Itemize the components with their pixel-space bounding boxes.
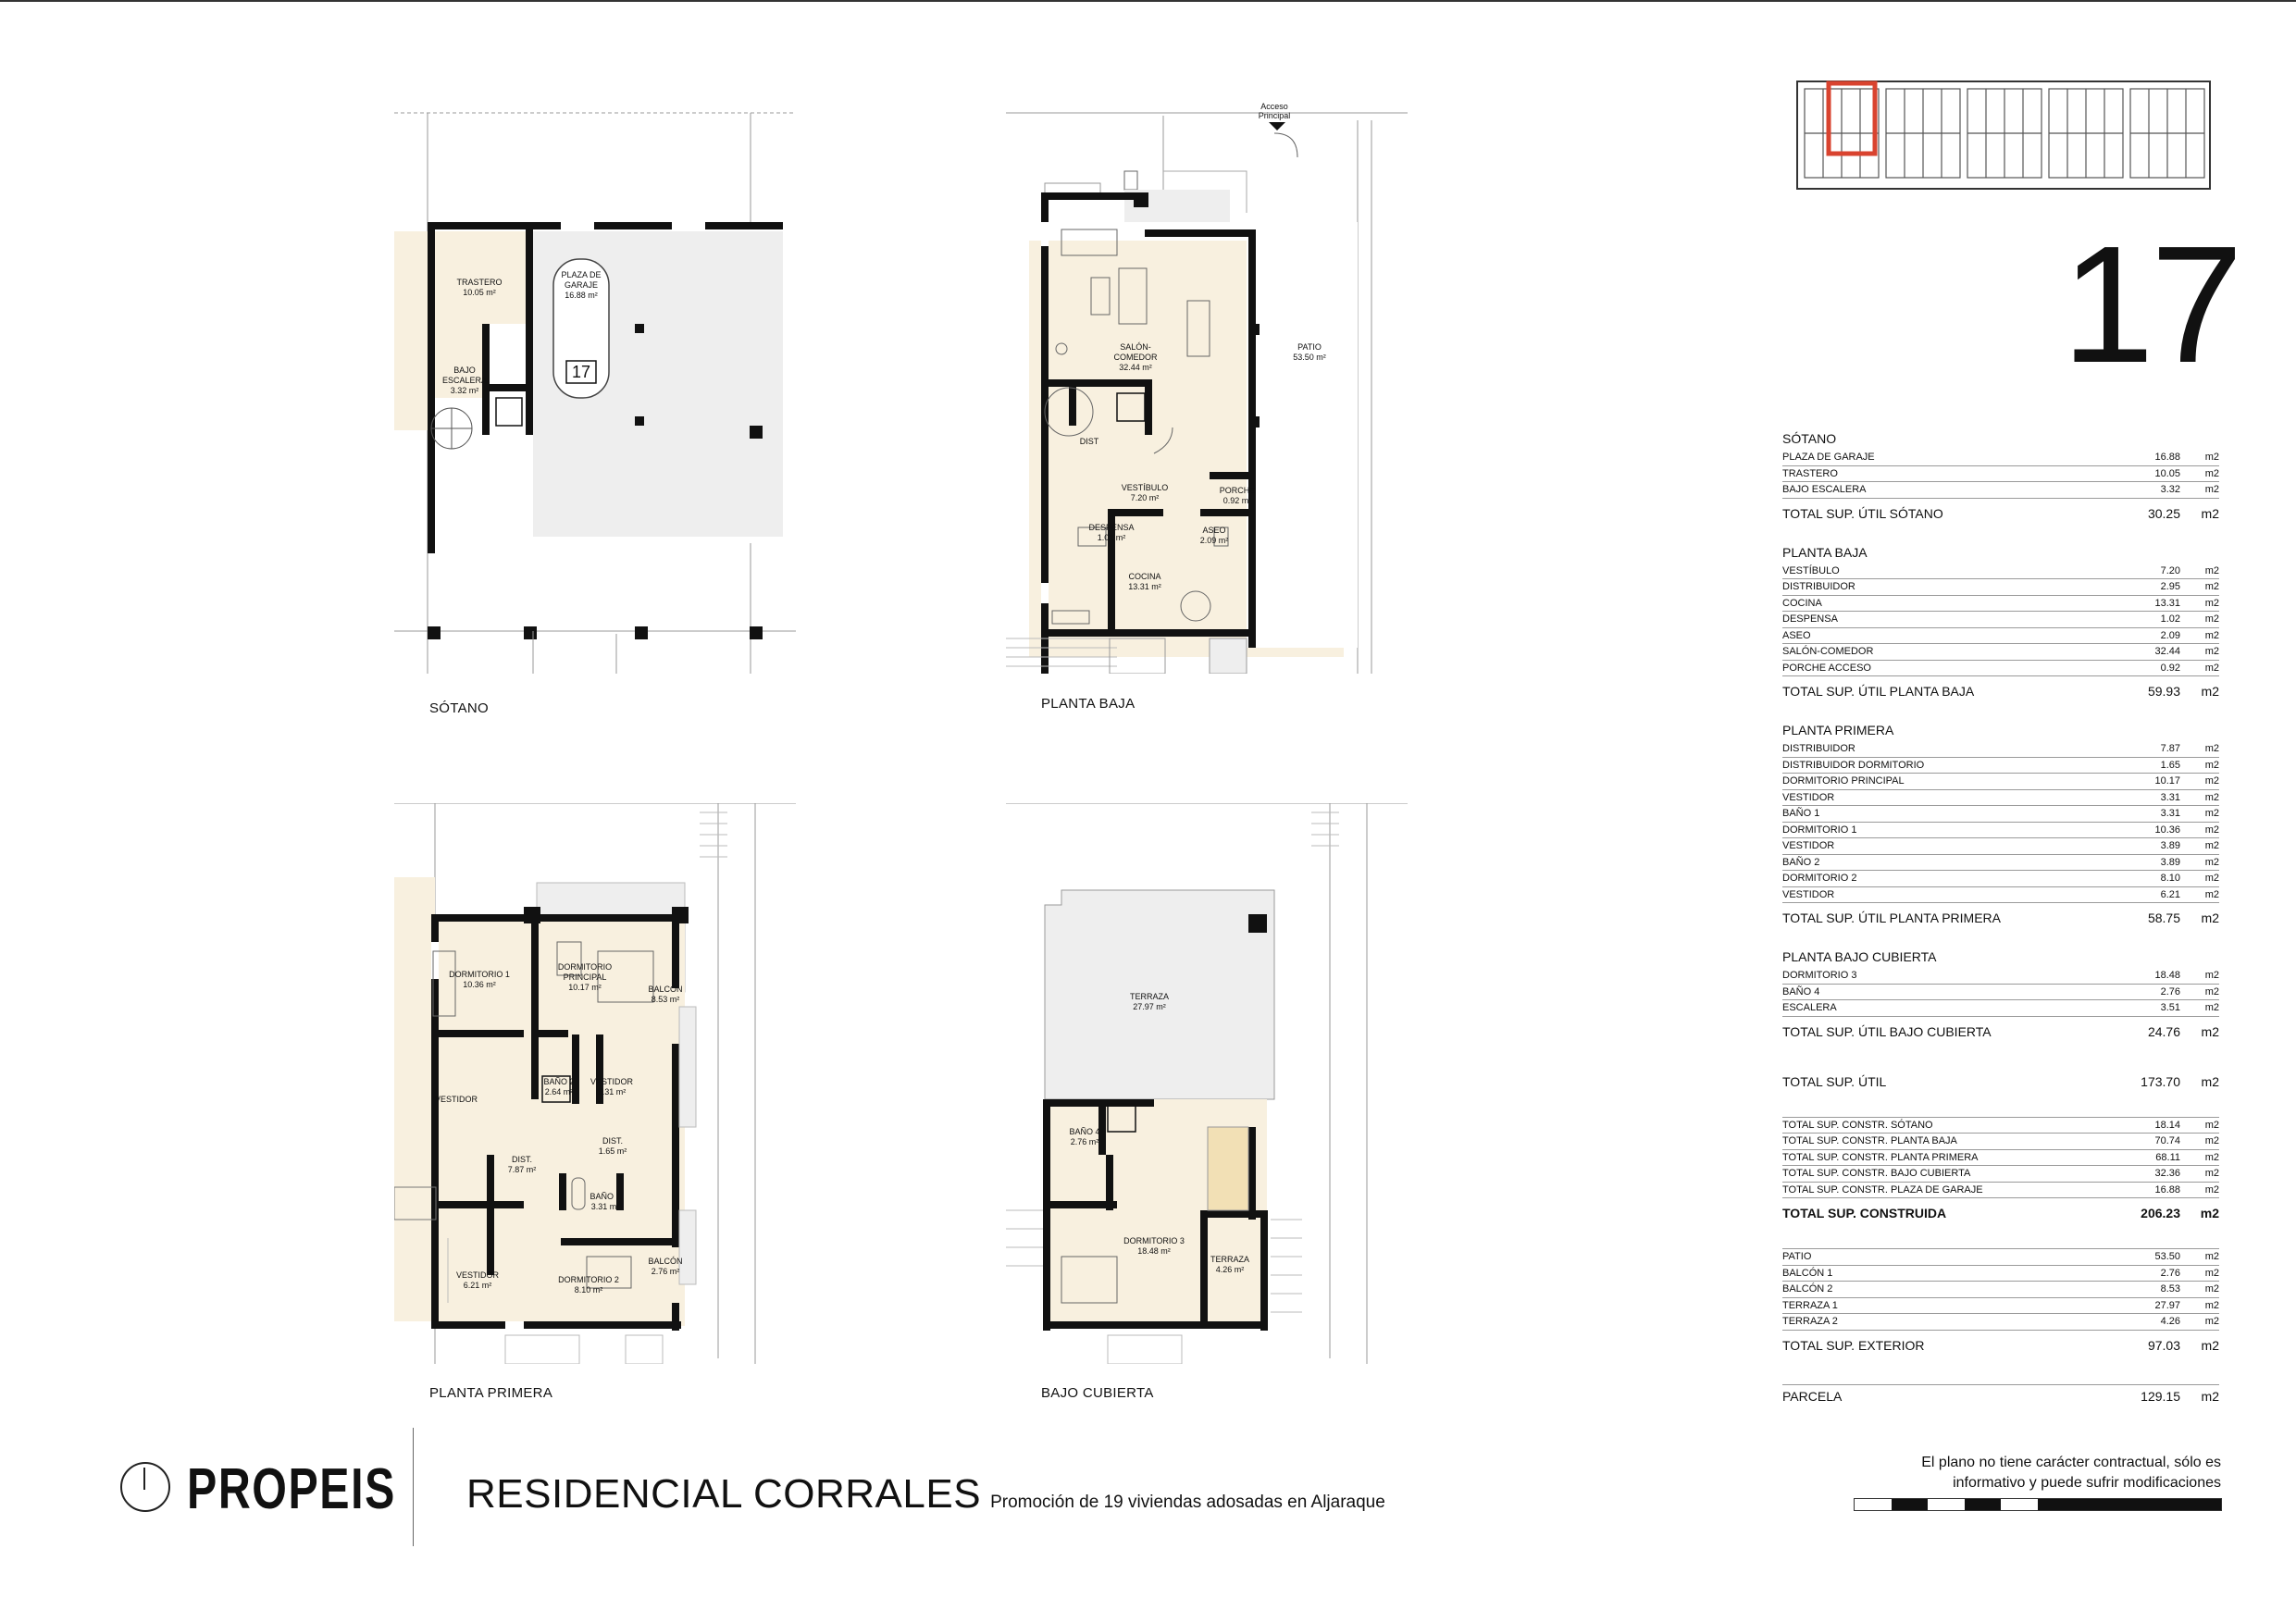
- schedule-cell-unit: m2: [2204, 1283, 2219, 1295]
- schedule-row: [1782, 806, 2219, 823]
- logo-wordmark: PROPEIS: [187, 1457, 396, 1521]
- room-plaza-garaje: PLAZA DE GARAJE 16.88 m²: [561, 270, 602, 300]
- acceso-principal-label: Acceso Principal: [1258, 102, 1291, 120]
- schedule-cell-unit: m2: [2204, 597, 2219, 609]
- schedule-cell-value: 10.17: [2154, 775, 2180, 787]
- schedule-row: [1782, 790, 2219, 807]
- room-bajo-escalera: BAJO ESCALERA 3.32 m²: [441, 365, 488, 395]
- schedule-cell-unit: m2: [2204, 613, 2219, 625]
- schedule-cell-unit: m2: [2204, 1299, 2219, 1311]
- top-border-line: [0, 0, 2296, 2]
- plan-planta-baja: [1006, 102, 1408, 674]
- schedule-cell-unit: m2: [2204, 856, 2219, 868]
- schedule-cell-unit: m2: [2204, 775, 2219, 787]
- room-dormitorio-2: DORMITORIO 2 8.10 m²: [558, 1275, 619, 1295]
- plan-label-planta-primera: PLANTA PRIMERA: [429, 1385, 553, 1401]
- schedule-cell-name: DORMITORIO 1: [1782, 824, 1857, 836]
- schedule-row: [1782, 612, 2219, 628]
- schedule-cell-name: BALCÓN 1: [1782, 1267, 1833, 1279]
- schedule-row: [1782, 1166, 2219, 1183]
- room-aseo: ASEO 2.09 m²: [1199, 526, 1229, 545]
- schedule-cell-value: 8.10: [2160, 873, 2180, 884]
- rows-sotano: [1782, 450, 2219, 499]
- schedule-row: [1782, 1249, 2219, 1266]
- project-name: RESIDENCIAL CORRALES: [466, 1471, 982, 1517]
- footer-divider: [413, 1428, 414, 1546]
- schedule-cell-unit: m2: [2204, 743, 2219, 754]
- schedule-cell-name: VESTIDOR: [1782, 791, 1835, 803]
- schedule-cell-unit: m2: [2204, 759, 2219, 771]
- schedule-cell-value: 2.76: [2160, 1267, 2180, 1279]
- schedule-cell-value: 1.02: [2160, 613, 2180, 625]
- plan-planta-baja-drawing: [1006, 102, 1408, 674]
- schedule-cell-value: 2.95: [2160, 581, 2180, 592]
- schedule-cell-value: 1.65: [2160, 759, 2180, 771]
- project-title: [466, 1471, 1385, 1518]
- schedule-cell-name: DESPENSA: [1782, 613, 1838, 625]
- schedule-cell-value: 70.74: [2154, 1135, 2180, 1146]
- schedule-row: [1782, 1183, 2219, 1199]
- schedule-row: [1782, 596, 2219, 613]
- schedule-cell-unit: m2: [2204, 629, 2219, 641]
- schedule-cell-name: VESTIDOR: [1782, 888, 1835, 900]
- schedule-row: [1782, 758, 2219, 774]
- total-parcela: PARCELA 129.15 m2: [1782, 1384, 2219, 1407]
- schedule-cell-name: TOTAL SUP. CONSTR. PLANTA BAJA: [1782, 1135, 1957, 1146]
- schedule-cell-name: BALCÓN 2: [1782, 1283, 1833, 1295]
- room-balcon-2: BALCÓN 8.53 m²: [648, 985, 683, 1004]
- schedule-cell-name: TERRAZA 2: [1782, 1316, 1838, 1327]
- schedule-cell-value: 2.76: [2160, 985, 2180, 997]
- schedule-cell-name: DORMITORIO PRINCIPAL: [1782, 775, 1905, 787]
- schedule-cell-name: VESTIDOR: [1782, 840, 1835, 851]
- room-terraza-1: TERRAZA 27.97 m²: [1129, 992, 1169, 1011]
- schedule-cell-name: PORCHE ACCESO: [1782, 662, 1871, 674]
- plan-label-sotano: SÓTANO: [429, 700, 490, 716]
- schedule-cell-name: VESTÍBULO: [1782, 564, 1840, 576]
- schedule-row: [1782, 1298, 2219, 1315]
- schedule-cell-unit: m2: [2204, 1183, 2219, 1196]
- room-dist-2: DIST. 1.65 m²: [598, 1136, 627, 1156]
- rows-exterior: [1782, 1248, 2219, 1331]
- schedule-cell-name: COCINA: [1782, 597, 1822, 609]
- schedule-cell-value: 3.89: [2160, 856, 2180, 868]
- schedule-row: [1782, 628, 2219, 645]
- schedule-cell-value: 3.31: [2160, 791, 2180, 803]
- schedule-row: [1782, 1150, 2219, 1167]
- schedule-cell-unit: m2: [2204, 581, 2219, 592]
- schedule-cell-value: 8.53: [2160, 1283, 2180, 1295]
- schedule-cell-name: TRASTERO: [1782, 467, 1838, 479]
- schedule-cell-name: TOTAL SUP. CONSTR. PLANTA PRIMERA: [1782, 1151, 1979, 1163]
- schedule-cell-value: 27.97: [2154, 1299, 2180, 1311]
- room-vestidor-1: VESTIDOR: [434, 1095, 478, 1104]
- schedule-row: [1782, 774, 2219, 790]
- schedule-row: [1782, 564, 2219, 580]
- schedule-cell-name: ESCALERA: [1782, 1002, 1837, 1013]
- disclaimer: El plano no tiene carácter contractual, sólo es informativo y puede sufrir modificaciones: [1921, 1455, 2221, 1491]
- schedule-row: [1782, 1266, 2219, 1282]
- schedule-row: [1782, 968, 2219, 985]
- schedule-cell-unit: m2: [2204, 1168, 2219, 1179]
- schedule-cell-unit: m2: [2204, 1267, 2219, 1279]
- schedule-cell-unit: m2: [2204, 840, 2219, 851]
- schedule-cell-value: 7.87: [2160, 743, 2180, 754]
- room-bano-2: BAÑO 2 2.64 m²: [543, 1077, 575, 1096]
- schedule-row: [1782, 579, 2219, 596]
- schedule-row: [1782, 450, 2219, 466]
- schedule-cell-unit: m2: [2204, 824, 2219, 836]
- site-key-map: [1795, 80, 2212, 191]
- schedule-cell-unit: m2: [2204, 484, 2219, 495]
- total-planta-primera: TOTAL SUP. ÚTIL PLANTA PRIMERA 58.75 m2: [1782, 911, 2219, 925]
- room-vestidor-3: VESTIDOR 3.31 m²: [590, 1077, 633, 1096]
- schedule-cell-unit: m2: [2204, 1316, 2219, 1327]
- plan-bajo-cubierta-drawing: [1006, 803, 1408, 1364]
- rows-construida: [1782, 1117, 2219, 1199]
- room-vestidor-2: VESTIDOR 6.21 m²: [455, 1270, 499, 1290]
- room-trastero: TRASTERO 10.05 m²: [456, 278, 503, 297]
- room-dormitorio-1: DORMITORIO 1 10.36 m²: [449, 970, 510, 989]
- schedule-cell-unit: m2: [2204, 646, 2219, 657]
- total-sotano: TOTAL SUP. ÚTIL SÓTANO 30.25 m2: [1782, 505, 2219, 521]
- schedule-cell-name: ASEO: [1782, 629, 1811, 641]
- schedule-cell-name: BAÑO 4: [1782, 985, 1820, 997]
- logo-circle-icon: [120, 1462, 170, 1512]
- schedule-cell-value: 2.09: [2160, 629, 2180, 641]
- room-vestibulo: VESTÍBULO 7.20 m²: [1121, 483, 1169, 502]
- schedule-cell-name: SALÓN-COMEDOR: [1782, 646, 1874, 657]
- schedule-cell-value: 0.92: [2160, 662, 2180, 674]
- schedule-cell-unit: m2: [2204, 452, 2219, 463]
- room-salon-comedor: SALÓN-COMEDOR 32.44 m²: [1113, 342, 1158, 372]
- schedule-cell-value: 6.21: [2160, 888, 2180, 900]
- room-bano-1: BAÑO 1 3.31 m²: [590, 1192, 621, 1211]
- schedule-cell-name: DORMITORIO 3: [1782, 970, 1857, 981]
- section-title-sotano: SÓTANO: [1782, 431, 1837, 446]
- schedule-cell-unit: m2: [2204, 467, 2219, 479]
- schedule-cell-unit: m2: [2204, 1151, 2219, 1163]
- project-subtitle: Promoción de 19 viviendas adosadas en Aljaraque: [990, 1493, 1385, 1512]
- room-patio: PATIO 53.50 m²: [1293, 342, 1326, 362]
- scale-bar: [1854, 1498, 2222, 1511]
- room-despensa: DESPENSA 1.02 m²: [1088, 523, 1135, 542]
- schedule-cell-value: 32.36: [2154, 1168, 2180, 1179]
- schedule-row: [1782, 1118, 2219, 1134]
- schedule-cell-name: TOTAL SUP. CONSTR. BAJO CUBIERTA: [1782, 1168, 1971, 1179]
- schedule-cell-unit: m2: [2204, 791, 2219, 803]
- room-dormitorio-3: DORMITORIO 3 18.48 m²: [1123, 1236, 1185, 1256]
- schedule-cell-name: TOTAL SUP. CONSTR. SÓTANO: [1782, 1119, 1933, 1131]
- schedule-cell-name: BAJO ESCALERA: [1782, 484, 1867, 495]
- parking-number: 17: [571, 363, 591, 381]
- schedule-cell-value: 13.31: [2154, 597, 2180, 609]
- room-cocina: COCINA 13.31 m²: [1128, 572, 1161, 591]
- room-dormitorio-principal: DORMITORIO PRINCIPAL 10.17 m²: [557, 962, 613, 992]
- schedule-row: [1782, 838, 2219, 855]
- schedule-row: [1782, 855, 2219, 872]
- schedule-cell-unit: m2: [2204, 985, 2219, 997]
- schedule-cell-value: 3.51: [2160, 1002, 2180, 1013]
- schedule-row: [1782, 871, 2219, 887]
- schedule-row: [1782, 644, 2219, 661]
- schedule-cell-name: DISTRIBUIDOR DORMITORIO: [1782, 759, 1925, 771]
- schedule-cell-value: 10.05: [2154, 467, 2180, 479]
- schedule-row: [1782, 887, 2219, 904]
- schedule-cell-name: PATIO: [1782, 1251, 1812, 1262]
- schedule-cell-value: 68.11: [2155, 1151, 2180, 1163]
- section-title-planta-baja: PLANTA BAJA: [1782, 544, 1868, 560]
- schedule-cell-name: BAÑO 2: [1782, 856, 1820, 868]
- schedule-cell-value: 18.14: [2154, 1119, 2180, 1131]
- schedule-cell-value: 7.20: [2160, 564, 2180, 576]
- section-title-planta-primera: PLANTA PRIMERA: [1782, 723, 1894, 737]
- schedule-cell-unit: m2: [2204, 888, 2219, 900]
- schedule-cell-name: DISTRIBUIDOR: [1782, 581, 1855, 592]
- schedule-row: [1782, 1134, 2219, 1150]
- schedule-cell-unit: m2: [2204, 873, 2219, 884]
- room-dist-1: DIST. 7.87 m²: [507, 1155, 537, 1174]
- schedule-cell-name: PLAZA DE GARAJE: [1782, 452, 1875, 463]
- total-bajo-cubierta: TOTAL SUP. ÚTIL BAJO CUBIERTA 24.76 m2: [1782, 1023, 2219, 1039]
- schedule-cell-unit: m2: [2204, 1135, 2219, 1146]
- room-terraza-2: TERRAZA 4.26 m²: [1210, 1255, 1249, 1274]
- schedule-cell-value: 10.36: [2154, 824, 2180, 836]
- schedule-cell-name: BAÑO 1: [1782, 808, 1820, 819]
- schedule-row: [1782, 741, 2219, 758]
- schedule-cell-unit: m2: [2204, 564, 2219, 576]
- schedule-cell-name: TOTAL SUP. CONSTR. PLAZA DE GARAJE: [1782, 1183, 1983, 1196]
- schedule-cell-name: DISTRIBUIDOR: [1782, 743, 1855, 754]
- room-porche: PORCHE 0.92 m²: [1219, 486, 1256, 505]
- total-construida: TOTAL SUP. CONSTRUIDA 206.23 m2: [1782, 1206, 2219, 1220]
- schedule-row: [1782, 1282, 2219, 1298]
- schedule-cell-value: 16.88: [2154, 1183, 2180, 1196]
- schedule-cell-unit: m2: [2204, 808, 2219, 819]
- schedule-cell-name: DORMITORIO 2: [1782, 873, 1857, 884]
- schedule-row: [1782, 466, 2219, 483]
- total-planta-baja: TOTAL SUP. ÚTIL PLANTA BAJA 59.93 m2: [1782, 684, 2219, 699]
- room-bano-4: BAÑO 4 2.76 m²: [1069, 1127, 1100, 1146]
- logo-tick-icon: [143, 1468, 145, 1490]
- schedule-cell-name: TERRAZA 1: [1782, 1299, 1838, 1311]
- schedule-cell-value: 3.32: [2160, 484, 2180, 495]
- rows-planta-primera: [1782, 741, 2219, 903]
- room-dist: DIST: [1079, 437, 1099, 446]
- rows-planta-baja: [1782, 564, 2219, 677]
- plan-sotano: [394, 102, 796, 674]
- schedule-row: [1782, 661, 2219, 677]
- schedule-cell-unit: m2: [2204, 1119, 2219, 1131]
- plan-planta-primera: [394, 803, 796, 1375]
- schedule-row: [1782, 482, 2219, 499]
- total-sup-util: TOTAL SUP. ÚTIL 173.70 m2: [1782, 1073, 2219, 1089]
- plan-label-bajo-cubierta: BAJO CUBIERTA: [1041, 1385, 1154, 1401]
- schedule-cell-unit: m2: [2204, 970, 2219, 981]
- rows-bajo-cubierta: [1782, 968, 2219, 1017]
- schedule-cell-value: 4.26: [2160, 1316, 2180, 1327]
- plan-bajo-cubierta: [1006, 803, 1408, 1375]
- area-schedule: [1782, 431, 2219, 1407]
- schedule-row: [1782, 1314, 2219, 1331]
- room-balcon-1: BALCÓN 2.76 m²: [648, 1257, 683, 1276]
- schedule-cell-value: 16.88: [2154, 452, 2180, 463]
- schedule-cell-value: 3.89: [2160, 840, 2180, 851]
- site-key-map-drawing: [1795, 80, 2212, 191]
- unit-number: 17: [2061, 212, 2240, 398]
- total-exterior: TOTAL SUP. EXTERIOR 97.03 m2: [1782, 1337, 2219, 1353]
- plan-label-planta-baja: PLANTA BAJA: [1041, 696, 1136, 712]
- schedule-cell-unit: m2: [2204, 1002, 2219, 1013]
- schedule-cell-value: 53.50: [2154, 1251, 2180, 1262]
- schedule-row: [1782, 985, 2219, 1001]
- section-title-bajo-cubierta: PLANTA BAJO CUBIERTA: [1782, 949, 1937, 964]
- schedule-cell-value: 32.44: [2154, 646, 2180, 657]
- schedule-row: [1782, 823, 2219, 839]
- schedule-cell-unit: m2: [2204, 662, 2219, 674]
- schedule-cell-value: 3.31: [2160, 808, 2180, 819]
- schedule-cell-value: 18.48: [2154, 970, 2180, 981]
- schedule-cell-unit: m2: [2204, 1251, 2219, 1262]
- schedule-row: [1782, 1000, 2219, 1017]
